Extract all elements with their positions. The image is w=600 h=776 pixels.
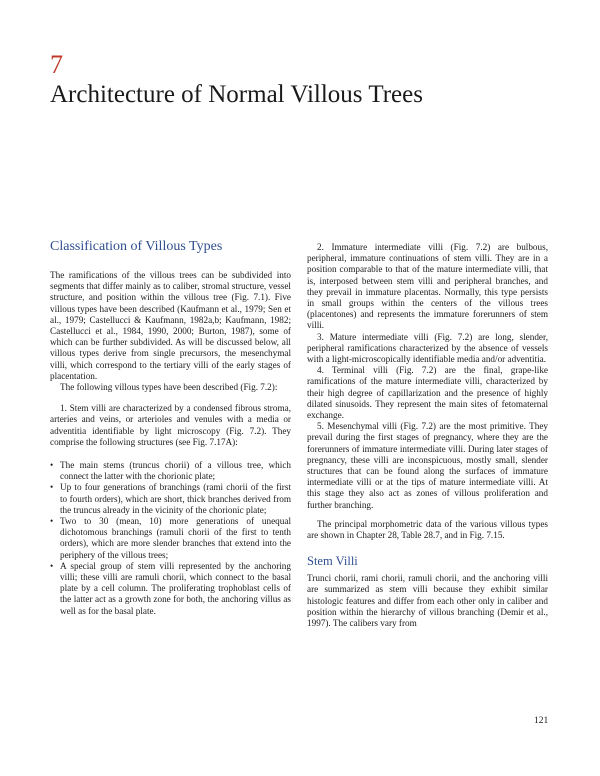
bullet-icon: • bbox=[50, 482, 54, 493]
paragraph: The ramifications of the villous trees can be subdivided into segments that differ mainly as to caliber, stromal structure, vessel structure, and position within the villous tree (Fig. 7.1). Five villous types have been described (Kaufmann et al., 1979; Sen et al., 1979; Castellucci & Kaufmann, 1982a,b; Kaufmann, 1982; Castellucci et al., 1984, 1990, 2000; Burton, 1987), some of which can be further subdivided. As will be discussed below, all villous types derive from single precursors, the mesenchymal villi, which correspond to the tertiary villi of the early stages of placentation. bbox=[50, 270, 291, 381]
list-item bbox=[50, 482, 291, 516]
bullet-icon: • bbox=[50, 460, 54, 471]
bullet-icon: • bbox=[50, 516, 54, 527]
list-item bbox=[50, 561, 291, 617]
page-number: 121 bbox=[534, 716, 549, 726]
list-item-text: Two to 30 (mean, 10) more generations of unequal dichotomous branchings (ramuli chorii of the first to tenth orders), which are more slender branches that extend into the periphery of the villous trees; bbox=[60, 516, 291, 560]
section-heading: Classification of Villous Types bbox=[50, 239, 223, 254]
paragraph: 4. Terminal villi (Fig. 7.2) are the final, grape-like ramifications of the mature intermediate villi, characterized by their high degree of capillarization and the presence of highly dilated sinusoids. They represent the main sites of fetomaternal exchange. bbox=[307, 365, 548, 421]
paragraph: 5. Mesenchymal villi (Fig. 7.2) are the most primitive. They prevail during the first stages of pregnancy, where they are the forerunners of immature intermediate villi. During later stages of pregnancy, these villi are inconspicuous, mostly small, slender structures that can be found along the surfaces of immature intermediate villi or at the tips of mature intermediate villi. At this stage they also act as zones of villous proliferation and further branching. bbox=[307, 421, 548, 510]
paragraph: 2. Immature intermediate villi (Fig. 7.2) are bulbous, peripheral, immature continuations of stem villi. They are in a position comparable to that of the mature intermediate villi, that is, interposed between stem villi and peripheral branches, and they prevail in immature placentas. Normally, this type persists in small groups within the centers of the villous trees (placentones) and represents the immature forerunners of stem villi. bbox=[307, 242, 548, 331]
right-column bbox=[307, 242, 548, 629]
paragraph: 1. Stem villi are characterized by a condensed fibrous stroma, arteries and veins, or arterioles and venules with a media or adventitia identifiable by light microscopy (Fig. 7.2). They comprise the following structures (see Fig. 7.17A): bbox=[50, 403, 291, 447]
list-item bbox=[50, 516, 291, 561]
paragraph: The principal morphometric data of the various villous types are shown in Chapter 28, Table 28.7, and in Fig. 7.15. bbox=[307, 518, 548, 541]
list-item-text: A special group of stem villi represented by the anchoring villi; these villi are ramuli chorii, which connect to the basal plate by a cell column. The proliferating trophoblast cells of the latter act as a growth zone for both, the anchoring villus as well as for the basal plate. bbox=[60, 560, 291, 616]
paragraph: 3. Mature intermediate villi (Fig. 7.2) are long, slender, peripheral ramifications characterized by the absence of vessels with a light-microscopically identifiable media and/or adventitia. bbox=[307, 331, 548, 365]
bullet-icon: • bbox=[50, 560, 54, 571]
left-column bbox=[50, 238, 291, 617]
bullet-list bbox=[50, 460, 291, 617]
paragraph: Trunci chorii, rami chorii, ramuli chorii, and the anchoring villi are summarized as stem villi because they exhibit similar histologic features and differ from each other only in caliber and position within the hierarchy of villous branching (Demir et al., 1997). The calibers vary from bbox=[307, 573, 548, 629]
chapter-title: Architecture of Normal Villous Trees bbox=[50, 81, 423, 108]
list-item-text: The main stems (truncus chorii) of a villous tree, which connect the latter with the chorionic plate; bbox=[60, 460, 291, 482]
list-item-text: Up to four generations of branchings (rami chorii of the first to fourth orders), which are short, thick branches derived from the truncus already in the vicinity of the chorionic plate; bbox=[60, 482, 291, 515]
paragraph: The following villous types have been described (Fig. 7.2): bbox=[60, 382, 278, 393]
subsection-heading: Stem Villi bbox=[307, 554, 358, 569]
list-item bbox=[50, 460, 291, 482]
chapter-number: 7 bbox=[50, 50, 63, 79]
